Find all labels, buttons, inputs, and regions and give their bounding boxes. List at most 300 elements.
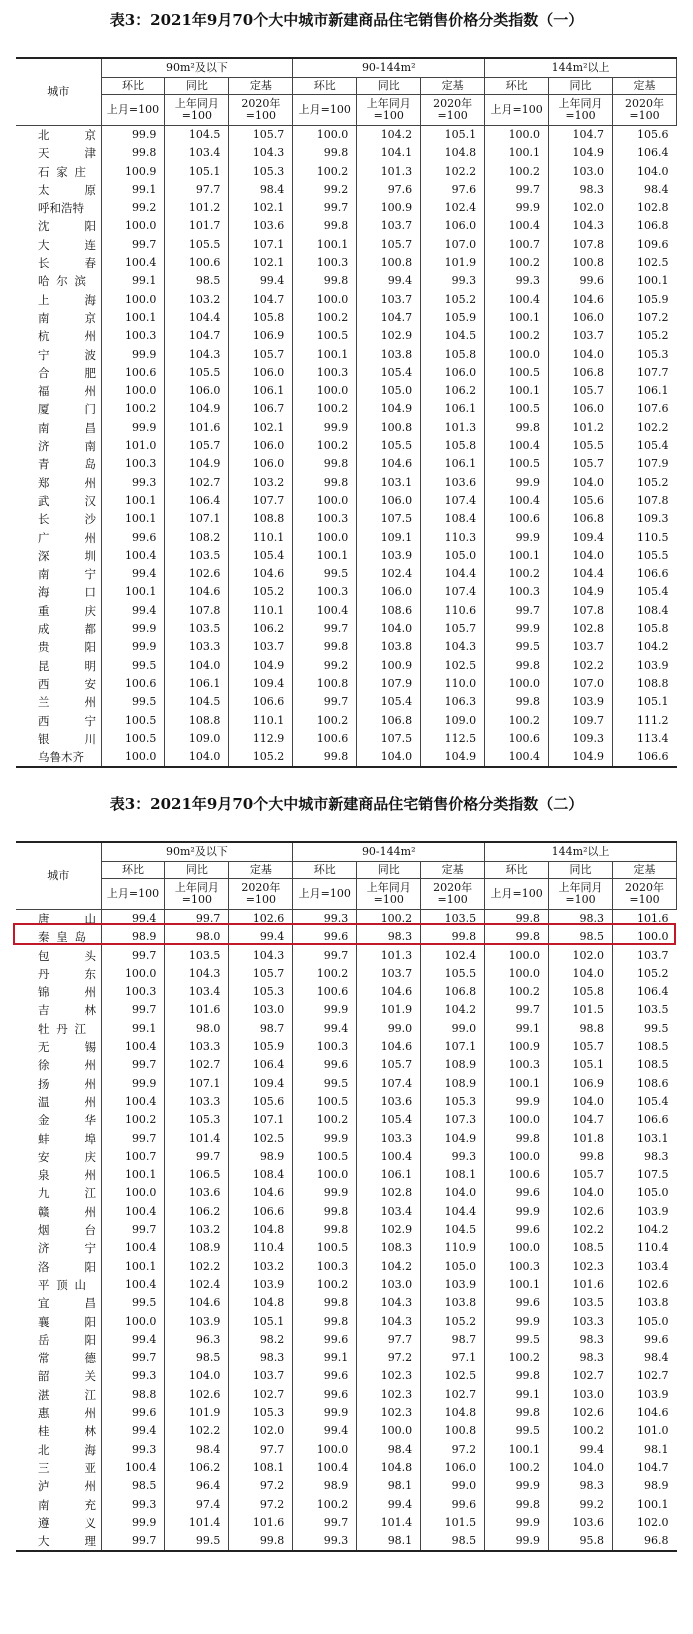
index-value-cell: 104.5 (165, 126, 229, 145)
index-value-cell: 106.8 (549, 364, 613, 382)
city-name-cell (16, 163, 101, 181)
index-value-cell: 107.4 (421, 583, 485, 601)
index-value-cell: 102.5 (613, 254, 677, 272)
index-value-cell: 100.2 (293, 965, 357, 983)
index-value-cell: 99.4 (101, 602, 165, 620)
index-value-cell: 107.7 (229, 492, 293, 510)
index-value-cell: 107.0 (549, 675, 613, 693)
index-value-cell: 99.8 (293, 1313, 357, 1331)
index-value-cell: 105.4 (229, 547, 293, 565)
base-header: 2020年=100 (613, 95, 677, 126)
index-value-cell: 110.9 (421, 1239, 485, 1257)
index-value-cell: 97.6 (357, 181, 421, 199)
index-value-cell: 106.0 (421, 1459, 485, 1477)
index-value-cell: 99.9 (293, 1130, 357, 1148)
index-value-cell: 108.6 (357, 602, 421, 620)
index-value-cell: 100.3 (101, 983, 165, 1001)
index-value-cell: 104.3 (165, 346, 229, 364)
index-value-cell: 107.4 (421, 492, 485, 510)
city-name: 大连 (38, 237, 96, 252)
index-value-cell: 108.1 (421, 1166, 485, 1184)
index-value-cell: 106.0 (357, 492, 421, 510)
index-value-cell: 100.3 (485, 1258, 549, 1276)
index-value-cell: 100.4 (485, 492, 549, 510)
index-value-cell: 99.4 (357, 272, 421, 290)
index-value-cell: 100.4 (101, 1203, 165, 1221)
index-value-cell: 104.7 (549, 1111, 613, 1129)
index-value-cell: 103.6 (229, 217, 293, 235)
city-name-cell (16, 126, 101, 145)
price-index-table-1 (16, 57, 677, 768)
city-name-cell (16, 675, 101, 693)
index-value-cell: 102.2 (549, 657, 613, 675)
index-value-cell: 100.1 (101, 1166, 165, 1184)
index-value-cell: 104.2 (357, 126, 421, 145)
index-value-cell: 99.4 (101, 565, 165, 583)
table-row (16, 1239, 677, 1257)
base-header: 上月=100 (485, 879, 549, 910)
index-value-cell: 105.5 (421, 965, 485, 983)
index-value-cell: 105.2 (613, 327, 677, 345)
city-name-cell (16, 712, 101, 730)
index-value-cell: 102.3 (357, 1386, 421, 1404)
index-value-cell: 99.6 (293, 1386, 357, 1404)
city-name: 兰州 (38, 695, 96, 710)
index-value-cell: 108.8 (165, 712, 229, 730)
index-value-cell: 104.8 (357, 1459, 421, 1477)
city-name-cell (16, 1166, 101, 1184)
index-value-cell: 102.3 (357, 1404, 421, 1422)
index-value-cell: 100.4 (101, 254, 165, 272)
index-value-cell: 103.8 (357, 346, 421, 364)
index-value-cell: 106.0 (421, 217, 485, 235)
index-value-cell: 105.3 (613, 346, 677, 364)
index-value-cell: 100.1 (101, 309, 165, 327)
city-name-cell (16, 910, 101, 929)
table-row (16, 1020, 677, 1038)
index-value-cell: 99.8 (101, 144, 165, 162)
index-value-cell: 112.5 (421, 730, 485, 748)
index-value-cell: 106.0 (421, 364, 485, 382)
index-value-cell: 100.7 (485, 236, 549, 254)
city-name-cell (16, 583, 101, 601)
index-value-cell: 104.3 (357, 1294, 421, 1312)
city-name: 无锡 (38, 1040, 96, 1055)
table-row (16, 1130, 677, 1148)
index-value-cell: 99.1 (101, 272, 165, 290)
city-name: 沈阳 (38, 219, 96, 234)
table-row (16, 510, 677, 528)
table-row (16, 254, 677, 272)
table-row (16, 419, 677, 437)
group-header: 90-144m² (293, 58, 485, 78)
index-value-cell: 100.0 (293, 529, 357, 547)
index-value-cell: 107.1 (229, 236, 293, 254)
index-value-cell: 99.9 (101, 620, 165, 638)
table-row (16, 1276, 677, 1294)
table-row (16, 1532, 677, 1551)
table-row (16, 492, 677, 510)
index-value-cell: 102.6 (165, 565, 229, 583)
city-name-cell (16, 1075, 101, 1093)
city-name-cell (16, 748, 101, 767)
index-value-cell: 98.5 (165, 272, 229, 290)
city-name: 常德 (38, 1351, 96, 1366)
index-value-cell: 103.9 (229, 1276, 293, 1294)
index-value-cell: 100.6 (485, 730, 549, 748)
city-name: 洛阳 (38, 1259, 96, 1274)
index-value-cell: 99.5 (485, 638, 549, 656)
index-value-cell: 105.0 (421, 1258, 485, 1276)
table-row (16, 163, 677, 181)
city-name-cell (16, 419, 101, 437)
index-value-cell: 105.7 (421, 620, 485, 638)
table-row (16, 217, 677, 235)
table-row (16, 965, 677, 983)
group-header: 90m²及以下 (101, 842, 293, 862)
index-value-cell: 104.4 (421, 1203, 485, 1221)
index-value-cell: 106.8 (421, 983, 485, 1001)
index-value-cell: 100.3 (293, 1038, 357, 1056)
index-value-cell: 104.2 (357, 1258, 421, 1276)
index-value-cell: 101.6 (613, 910, 677, 929)
city-name: 包头 (38, 948, 96, 963)
index-value-cell: 102.4 (165, 1276, 229, 1294)
city-name: 昆明 (38, 658, 96, 673)
index-value-cell: 102.3 (357, 1367, 421, 1385)
city-name-cell (16, 510, 101, 528)
index-value-cell: 108.9 (421, 1056, 485, 1074)
table-row (16, 236, 677, 254)
index-value-cell: 101.6 (165, 419, 229, 437)
index-value-cell: 99.6 (549, 272, 613, 290)
index-value-cell: 109.1 (357, 529, 421, 547)
index-value-cell: 102.6 (549, 1404, 613, 1422)
index-value-cell: 101.9 (165, 1404, 229, 1422)
city-name-cell (16, 1496, 101, 1514)
index-value-cell: 100.3 (293, 510, 357, 528)
index-value-cell: 105.4 (357, 693, 421, 711)
index-value-cell: 99.7 (293, 693, 357, 711)
index-value-cell: 97.7 (357, 1331, 421, 1349)
index-value-cell: 100.2 (485, 1459, 549, 1477)
index-value-cell: 106.6 (229, 1203, 293, 1221)
index-value-cell: 102.5 (229, 1130, 293, 1148)
sub-header: 定基 (421, 78, 485, 95)
index-value-cell: 105.2 (613, 474, 677, 492)
index-value-cell: 100.8 (549, 254, 613, 272)
index-value-cell: 100.1 (613, 272, 677, 290)
index-value-cell: 104.5 (421, 327, 485, 345)
city-name: 哈尔滨 (38, 274, 86, 289)
index-value-cell: 103.6 (165, 1184, 229, 1202)
index-value-cell: 96.8 (613, 1532, 677, 1551)
index-value-cell: 99.7 (293, 947, 357, 965)
index-value-cell: 101.0 (613, 1422, 677, 1440)
table-row (16, 144, 677, 162)
group-header: 144m²以上 (485, 58, 677, 78)
index-value-cell: 109.3 (613, 510, 677, 528)
index-value-cell: 106.2 (421, 382, 485, 400)
index-value-cell: 107.8 (549, 236, 613, 254)
index-value-cell: 101.4 (165, 1514, 229, 1532)
city-name: 徐州 (38, 1058, 96, 1073)
index-value-cell: 100.3 (101, 327, 165, 345)
index-value-cell: 103.7 (357, 217, 421, 235)
table-row (16, 455, 677, 473)
city-name: 平顶山 (38, 1277, 86, 1292)
index-value-cell: 103.6 (549, 1514, 613, 1532)
table-row (16, 547, 677, 565)
index-value-cell: 110.4 (613, 1239, 677, 1257)
index-value-cell: 104.0 (549, 1093, 613, 1111)
index-value-cell: 99.8 (293, 638, 357, 656)
index-value-cell: 102.4 (421, 947, 485, 965)
index-value-cell: 101.3 (421, 419, 485, 437)
index-value-cell: 103.9 (613, 1203, 677, 1221)
sub-header: 定基 (613, 862, 677, 879)
index-value-cell: 108.5 (613, 1056, 677, 1074)
index-value-cell: 99.3 (485, 272, 549, 290)
index-value-cell: 102.8 (549, 620, 613, 638)
index-value-cell: 103.2 (165, 291, 229, 309)
index-value-cell: 102.8 (613, 199, 677, 217)
index-value-cell: 105.6 (549, 492, 613, 510)
index-value-cell: 105.8 (421, 437, 485, 455)
index-value-cell: 100.0 (101, 291, 165, 309)
index-value-cell: 100.4 (101, 1276, 165, 1294)
index-value-cell: 99.1 (293, 1349, 357, 1367)
index-value-cell: 99.0 (357, 1020, 421, 1038)
index-value-cell: 104.6 (357, 455, 421, 473)
index-value-cell: 98.3 (549, 181, 613, 199)
index-value-cell: 99.2 (101, 199, 165, 217)
city-name-cell (16, 455, 101, 473)
index-value-cell: 104.3 (229, 144, 293, 162)
index-value-cell: 105.3 (421, 1093, 485, 1111)
index-value-cell: 103.8 (613, 1294, 677, 1312)
city-name: 长春 (38, 256, 96, 271)
table-row (16, 1477, 677, 1495)
city-name-cell (16, 620, 101, 638)
group-header: 90m²及以下 (101, 58, 293, 78)
index-value-cell: 98.1 (357, 1532, 421, 1551)
index-value-cell: 108.5 (549, 1239, 613, 1257)
index-value-cell: 106.6 (613, 748, 677, 767)
table-row (16, 1184, 677, 1202)
index-value-cell: 100.0 (485, 947, 549, 965)
city-name-cell (16, 1294, 101, 1312)
index-value-cell: 104.0 (165, 748, 229, 767)
table-row (16, 730, 677, 748)
index-value-cell: 99.6 (101, 1404, 165, 1422)
index-value-cell: 104.8 (421, 1404, 485, 1422)
index-value-cell: 98.0 (165, 928, 229, 946)
index-value-cell: 98.5 (165, 1349, 229, 1367)
index-value-cell: 103.5 (165, 620, 229, 638)
index-value-cell: 103.0 (549, 163, 613, 181)
index-value-cell: 105.7 (165, 437, 229, 455)
index-value-cell: 101.4 (357, 1514, 421, 1532)
index-value-cell: 103.3 (165, 1038, 229, 1056)
base-header: 2020年=100 (229, 95, 293, 126)
index-value-cell: 103.3 (549, 1313, 613, 1331)
index-value-cell: 105.1 (165, 163, 229, 181)
index-value-cell: 99.6 (293, 1056, 357, 1074)
index-value-cell: 99.9 (485, 1532, 549, 1551)
index-value-cell: 100.2 (485, 1349, 549, 1367)
index-value-cell: 106.8 (357, 712, 421, 730)
index-value-cell: 105.7 (549, 455, 613, 473)
base-header: 2020年=100 (421, 879, 485, 910)
index-value-cell: 100.3 (485, 1056, 549, 1074)
index-value-cell: 100.5 (293, 1093, 357, 1111)
index-value-cell: 100.1 (485, 1075, 549, 1093)
index-value-cell: 105.4 (357, 364, 421, 382)
city-name: 贵阳 (38, 640, 96, 655)
index-value-cell: 105.7 (549, 1038, 613, 1056)
city-name: 烟台 (38, 1223, 96, 1238)
index-value-cell: 104.3 (165, 965, 229, 983)
table-row (16, 1331, 677, 1349)
city-name: 丹东 (38, 966, 96, 981)
index-value-cell: 100.4 (293, 1459, 357, 1477)
index-value-cell: 102.2 (549, 1221, 613, 1239)
index-value-cell: 100.1 (101, 492, 165, 510)
index-value-cell: 100.5 (293, 1239, 357, 1257)
index-value-cell: 104.9 (549, 144, 613, 162)
index-value-cell: 106.8 (613, 217, 677, 235)
index-value-cell: 100.4 (357, 1148, 421, 1166)
index-value-cell: 100.6 (101, 364, 165, 382)
table-row (16, 474, 677, 492)
city-name-cell (16, 437, 101, 455)
index-value-cell: 96.4 (165, 1477, 229, 1495)
index-value-cell: 105.7 (549, 382, 613, 400)
base-header: 上月=100 (101, 879, 165, 910)
index-value-cell: 99.8 (293, 1294, 357, 1312)
city-name-cell (16, 327, 101, 345)
city-name-cell (16, 1221, 101, 1239)
index-value-cell: 98.9 (229, 1148, 293, 1166)
index-value-cell: 100.2 (293, 163, 357, 181)
base-header: 上年同月=100 (357, 95, 421, 126)
index-value-cell: 103.2 (229, 1258, 293, 1276)
index-value-cell: 103.7 (357, 965, 421, 983)
index-value-cell: 104.0 (357, 748, 421, 767)
index-value-cell: 99.5 (485, 1422, 549, 1440)
index-value-cell: 99.2 (549, 1496, 613, 1514)
index-value-cell: 99.9 (293, 1404, 357, 1422)
index-value-cell: 101.2 (165, 199, 229, 217)
index-value-cell: 97.2 (421, 1441, 485, 1459)
table-row (16, 928, 677, 946)
index-value-cell: 100.0 (101, 382, 165, 400)
index-value-cell: 102.6 (613, 1276, 677, 1294)
city-name: 锦州 (38, 985, 96, 1000)
index-value-cell: 99.5 (485, 1331, 549, 1349)
index-value-cell: 100.2 (485, 254, 549, 272)
city-name: 三亚 (38, 1460, 96, 1475)
index-value-cell: 99.3 (101, 1496, 165, 1514)
index-value-cell: 98.7 (229, 1020, 293, 1038)
index-value-cell: 104.7 (229, 291, 293, 309)
index-value-cell: 99.6 (485, 1294, 549, 1312)
table-row (16, 437, 677, 455)
city-name: 厦门 (38, 402, 96, 417)
table-row (16, 272, 677, 290)
index-value-cell: 106.6 (613, 1111, 677, 1129)
index-value-cell: 99.6 (613, 1331, 677, 1349)
index-value-cell: 106.1 (613, 382, 677, 400)
index-value-cell: 104.6 (165, 1294, 229, 1312)
city-name: 银川 (38, 731, 96, 746)
index-value-cell: 100.5 (485, 455, 549, 473)
index-value-cell: 103.3 (165, 1093, 229, 1111)
index-value-cell: 105.7 (357, 1056, 421, 1074)
index-value-cell: 105.4 (613, 437, 677, 455)
group-header: 144m²以上 (485, 842, 677, 862)
index-value-cell: 99.0 (421, 1477, 485, 1495)
index-value-cell: 103.4 (165, 983, 229, 1001)
index-value-cell: 104.5 (165, 693, 229, 711)
index-value-cell: 104.6 (613, 1404, 677, 1422)
city-name-cell (16, 983, 101, 1001)
index-value-cell: 106.3 (421, 693, 485, 711)
index-value-cell: 106.9 (229, 327, 293, 345)
index-value-cell: 104.0 (549, 965, 613, 983)
index-value-cell: 105.1 (421, 126, 485, 145)
index-value-cell: 99.9 (293, 1184, 357, 1202)
table-row (16, 1496, 677, 1514)
index-value-cell: 100.6 (293, 730, 357, 748)
city-name-cell (16, 144, 101, 162)
city-name: 北海 (38, 1442, 96, 1457)
index-value-cell: 106.6 (613, 565, 677, 583)
index-value-cell: 98.3 (613, 1148, 677, 1166)
index-value-cell: 104.3 (549, 217, 613, 235)
city-name-cell (16, 1276, 101, 1294)
index-value-cell: 109.4 (229, 1075, 293, 1093)
table-row (16, 529, 677, 547)
index-value-cell: 99.8 (293, 217, 357, 235)
table-row (16, 400, 677, 418)
index-value-cell: 98.4 (613, 181, 677, 199)
index-value-cell: 105.1 (613, 693, 677, 711)
index-value-cell: 101.5 (549, 1001, 613, 1019)
index-value-cell: 102.1 (229, 199, 293, 217)
index-value-cell: 100.2 (293, 400, 357, 418)
city-name: 太原 (38, 182, 96, 197)
index-value-cell: 100.6 (293, 983, 357, 1001)
city-name-cell (16, 1258, 101, 1276)
index-value-cell: 104.9 (165, 400, 229, 418)
index-value-cell: 104.2 (613, 1221, 677, 1239)
index-value-cell: 99.9 (485, 199, 549, 217)
index-value-cell: 99.7 (165, 1148, 229, 1166)
index-value-cell: 99.7 (101, 1001, 165, 1019)
table-row (16, 309, 677, 327)
index-value-cell: 100.3 (101, 455, 165, 473)
city-name-cell (16, 1130, 101, 1148)
index-value-cell: 104.0 (421, 1184, 485, 1202)
index-value-cell: 103.0 (357, 1276, 421, 1294)
index-value-cell: 100.2 (101, 400, 165, 418)
city-name: 西宁 (38, 713, 96, 728)
table-row (16, 199, 677, 217)
table-row (16, 712, 677, 730)
index-value-cell: 102.0 (549, 947, 613, 965)
